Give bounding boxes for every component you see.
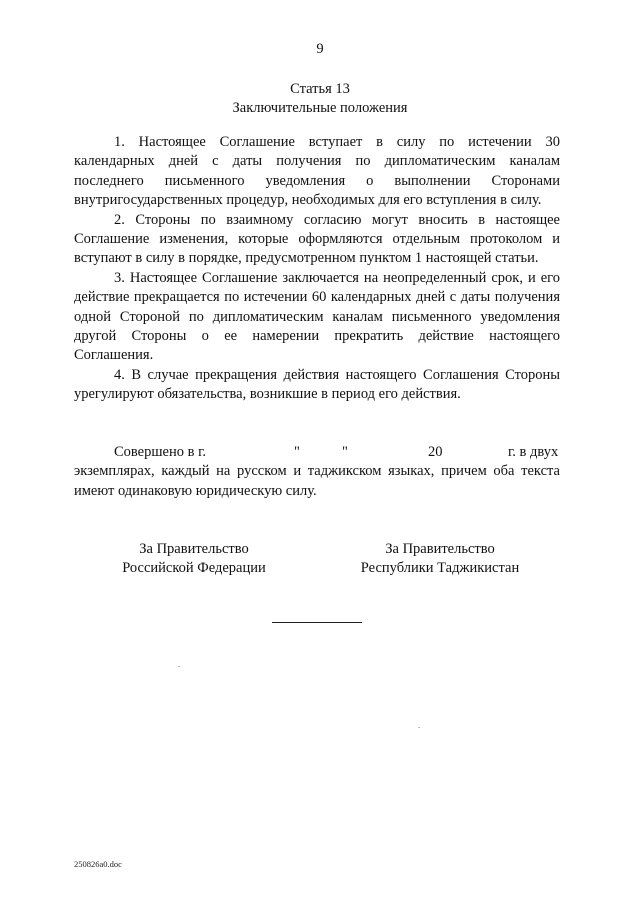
end-rule <box>272 622 362 623</box>
scan-speck <box>418 727 420 728</box>
completion-clause <box>74 443 560 501</box>
article-heading <box>0 80 640 118</box>
signature-left-line-1: За Правительство <box>139 541 249 557</box>
date-quote-open: " <box>294 444 300 460</box>
signature-right <box>350 540 530 578</box>
completion-rest: экземплярах, каждый на русском и таджикском языках, причем оба текста имеют одинаковую юридическую силу. <box>74 463 560 499</box>
signature-right-line-2: Республики Таджикистан <box>360 560 520 576</box>
signature-left <box>104 540 284 578</box>
signature-left-line-2: Российской Федерации <box>122 560 266 576</box>
completion-first-line <box>74 443 560 462</box>
signature-right-line-1: За Правительство <box>385 541 495 557</box>
paragraph-1: 1. Настоящее Соглашение вступает в силу по истечении 30 календарных дней с даты получения по дипломатическим каналам последнего письменного уведомления о выполнении Сторонами внутригосударственных процедур, необходимых для его вступления в силу. <box>74 134 560 209</box>
year-prefix: 20 <box>428 444 443 460</box>
paragraph-2: 2. Стороны по взаимному согласию могут вносить в настоящее Соглашение изменения, которые оформляются отдельным протоколом и вступают в силу в порядке, предусмотренном пунктом 1 настоящей статьи. <box>74 211 560 267</box>
done-in-text: Совершено в г. <box>114 444 207 460</box>
article-title: Заключительные положения <box>232 100 408 116</box>
article-body <box>74 133 560 405</box>
page-number: 9 <box>316 41 324 57</box>
date-quote-close: " <box>342 444 348 460</box>
footer-file-code: 250826a0.doc <box>74 859 122 869</box>
completion-tail: г. в двух <box>508 444 559 460</box>
paragraph-4: 4. В случае прекращения действия настоящего Соглашения Стороны урегулируют обязательства, возникшие в период его действия. <box>74 366 560 403</box>
paragraph-3: 3. Настоящее Соглашение заключается на неопределенный срок, и его действие прекращается по истечении 60 календарных дней с даты получения одной Стороной по дипломатическим каналам письменного уведомления другой Стороны о ее намерении прекратить действие настоящего Соглашения. <box>74 269 560 364</box>
scan-speck <box>178 666 180 667</box>
article-number: Статья 13 <box>290 81 350 97</box>
